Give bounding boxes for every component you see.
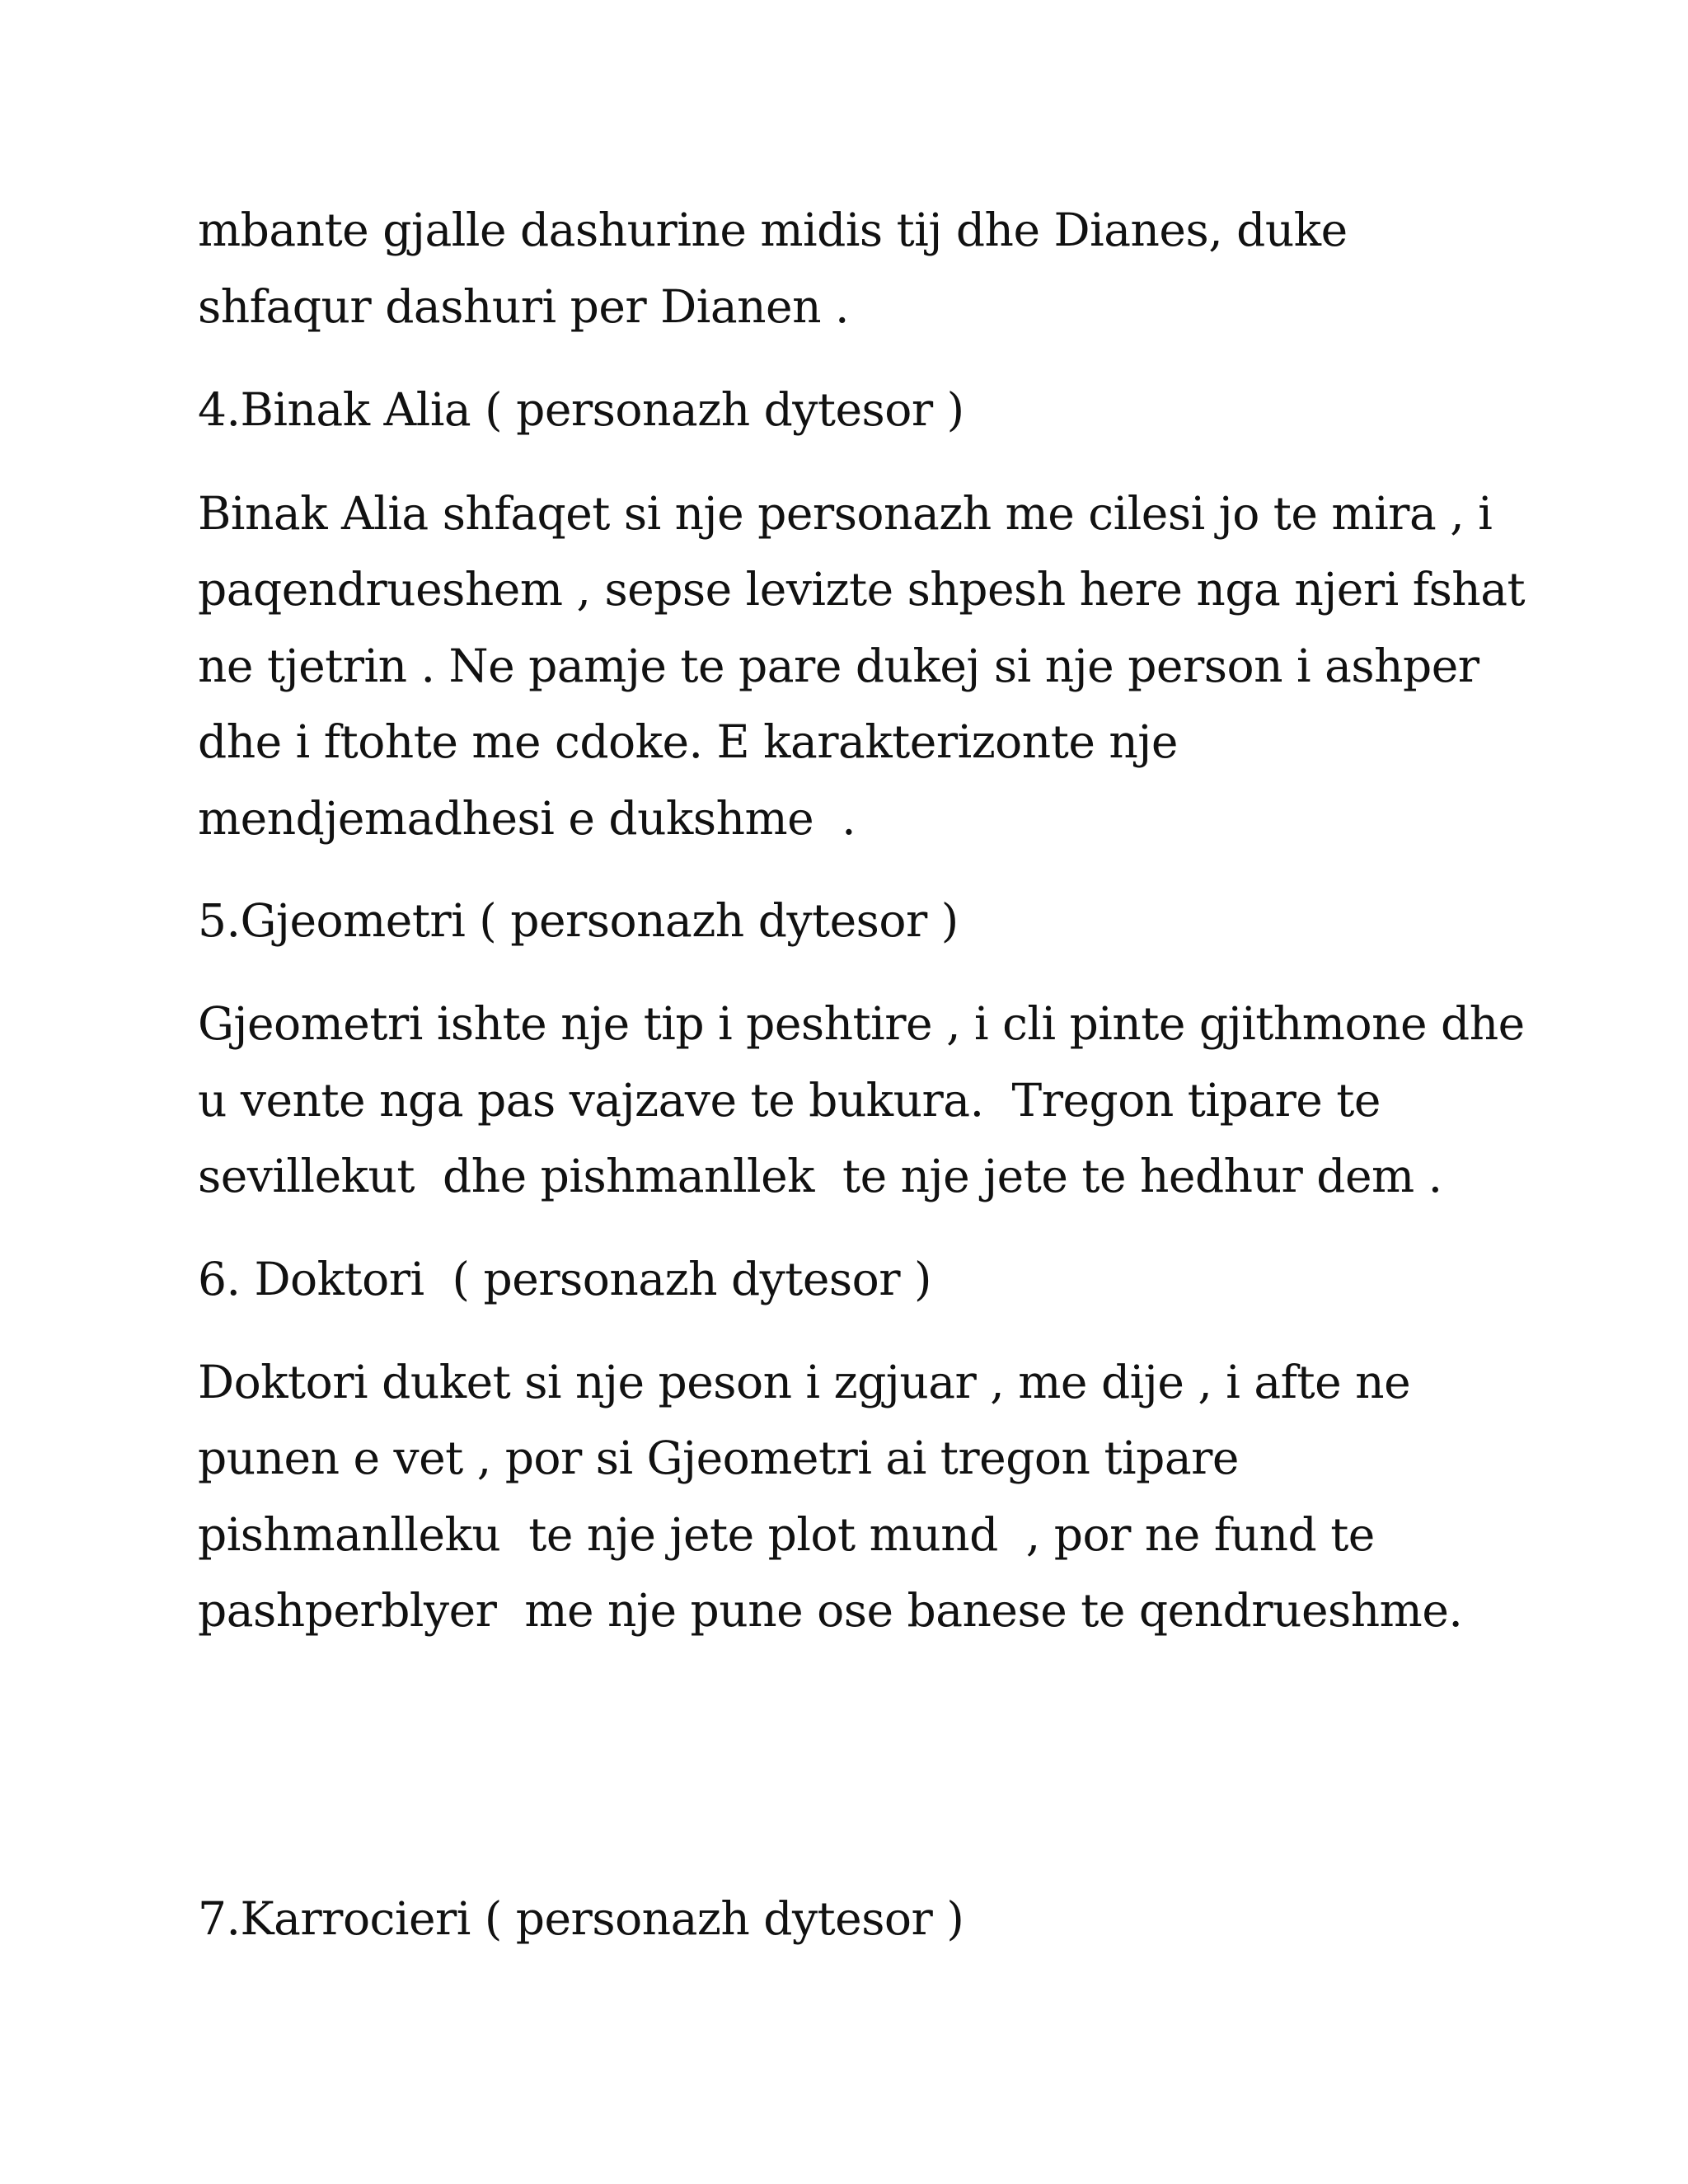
paragraph-line: dhe i ftohte me cdoke. E karakterizonte nje	[198, 715, 1178, 768]
paragraph-line: ne tjetrin . Ne pamje te pare dukej si nje person i ashper	[198, 640, 1479, 692]
section-heading-doktori: 6. Doktori ( personazh dytesor )	[198, 1253, 931, 1305]
paragraph-line: Doktori duket si nje peson i zgjuar , me dije , i afte ne	[198, 1356, 1411, 1408]
paragraph-line: pashperblyer me nje pune ose banese te qendrueshme.	[198, 1584, 1463, 1637]
paragraph-line: sevillekut dhe pishmanllek te nje jete te hedhur dem .	[198, 1150, 1442, 1202]
paragraph-line: pishmanlleku te nje jete plot mund , por ne fund te	[198, 1508, 1375, 1561]
paragraph-line: u vente nga pas vajzave te bukura. Tregon tipare te	[198, 1074, 1381, 1127]
paragraph-line: paqendrueshem , sepse levizte shpesh here nga njeri fshat	[198, 563, 1526, 616]
section-heading-binak-alia: 4.Binak Alia ( personazh dytesor )	[198, 383, 964, 436]
paragraph-line: mbante gjalle dashurine midis tij dhe Dianes, duke	[198, 204, 1348, 256]
paragraph-line: punen e vet , por si Gjeometri ai tregon tipare	[198, 1432, 1239, 1484]
section-heading-gjeometri: 5.Gjeometri ( personazh dytesor )	[198, 894, 959, 947]
paragraph-line: Binak Alia shfaqet si nje personazh me cilesi jo te mira , i	[198, 487, 1493, 540]
paragraph-line: mendjemadhesi e dukshme .	[198, 792, 856, 845]
paragraph-line: shfaqur dashuri per Dianen .	[198, 280, 849, 333]
paragraph-line: Gjeometri ishte nje tip i peshtire , i cli pinte gjithmone dhe	[198, 997, 1525, 1050]
section-heading-karrocieri: 7.Karrocieri ( personazh dytesor )	[198, 1892, 964, 1945]
